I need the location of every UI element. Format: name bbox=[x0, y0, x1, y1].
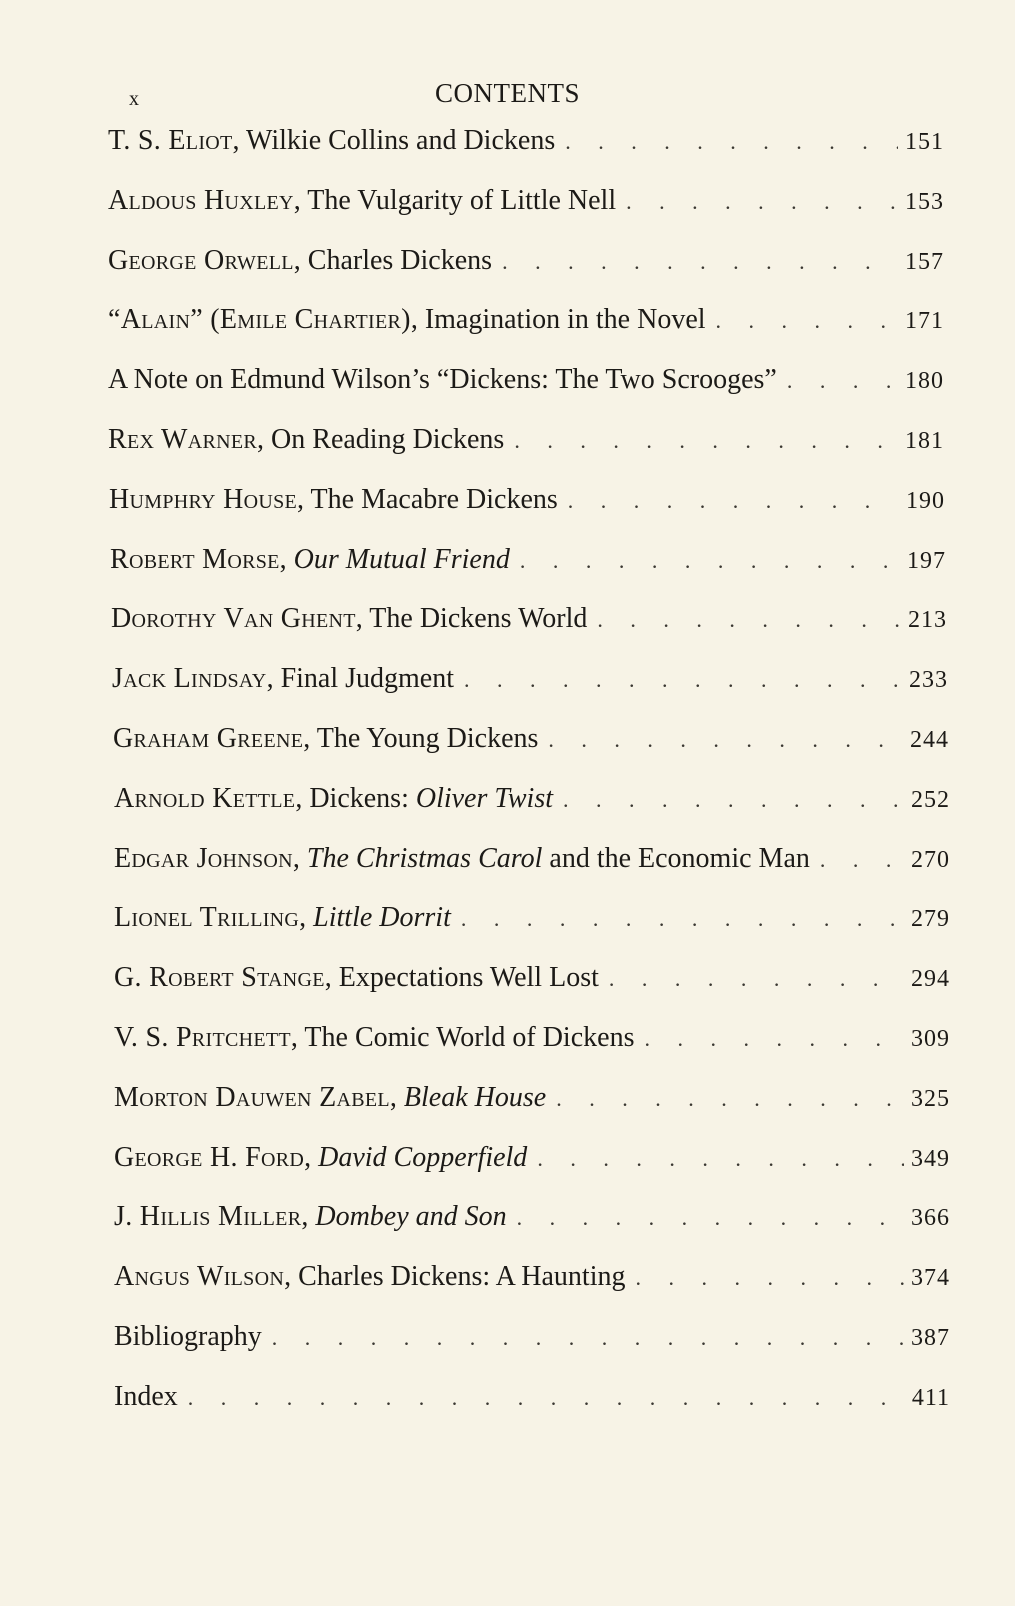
toc-entry-heading bbox=[114, 1142, 527, 1174]
entry-title-prefix: Dickens: bbox=[309, 782, 416, 814]
entry-separator: , bbox=[279, 543, 294, 575]
entry-page-number: 151 bbox=[905, 129, 944, 155]
entry-separator: , bbox=[257, 424, 272, 455]
toc-entry[interactable] bbox=[113, 723, 949, 767]
entry-title: Index bbox=[114, 1380, 178, 1412]
entry-separator: , bbox=[410, 304, 425, 336]
toc-entry[interactable] bbox=[114, 902, 950, 946]
entry-author: Lionel Trilling bbox=[114, 902, 300, 934]
entry-separator: , bbox=[324, 962, 339, 994]
entry-title: On Reading Dickens bbox=[271, 424, 505, 455]
entry-title: Final Judgment bbox=[280, 663, 455, 695]
dot-leader bbox=[597, 607, 901, 633]
toc-entry-heading bbox=[110, 544, 510, 576]
entry-title: Bleak House bbox=[403, 1081, 547, 1113]
dot-leader bbox=[626, 189, 898, 215]
toc-entry[interactable] bbox=[114, 843, 950, 887]
entry-author: Graham Greene bbox=[113, 723, 304, 754]
entry-title: Oliver Twist bbox=[415, 782, 553, 814]
running-head: CONTENTS bbox=[435, 78, 580, 108]
entry-page-number: 213 bbox=[908, 607, 947, 634]
entry-separator: , bbox=[295, 782, 310, 814]
toc-entry[interactable] bbox=[111, 603, 947, 647]
entry-author: T. S. Eliot bbox=[108, 125, 233, 156]
page-folio: x bbox=[129, 88, 140, 110]
entry-title-suffix: and the Economic Man bbox=[542, 842, 810, 874]
entry-separator: , bbox=[266, 663, 281, 695]
entry-separator: , bbox=[290, 1022, 305, 1053]
dot-leader bbox=[636, 1265, 905, 1291]
toc-entry-heading bbox=[114, 1261, 626, 1293]
toc-entry[interactable] bbox=[108, 304, 944, 348]
entry-separator: , bbox=[297, 483, 311, 515]
toc-entry[interactable] bbox=[112, 663, 948, 707]
toc-entry[interactable] bbox=[114, 1142, 950, 1186]
entry-page-number: 197 bbox=[907, 547, 946, 574]
entry-author: Humphry House bbox=[109, 483, 298, 515]
entry-title: Charles Dickens: A Haunting bbox=[298, 1261, 626, 1293]
entry-author: George H. Ford bbox=[114, 1141, 305, 1173]
dot-leader bbox=[563, 787, 904, 813]
entry-author: Arnold Kettle bbox=[114, 782, 296, 814]
entry-title: Charles Dickens bbox=[307, 244, 493, 276]
entry-page-number: 411 bbox=[911, 1384, 950, 1411]
entry-separator: , bbox=[299, 902, 314, 934]
toc-entry[interactable] bbox=[114, 1082, 950, 1126]
toc-entry-heading bbox=[108, 185, 616, 217]
entry-author: Morton Dauwen Zabel bbox=[114, 1081, 390, 1113]
toc-entry-heading bbox=[114, 1022, 634, 1054]
entry-page-number: 157 bbox=[905, 248, 944, 275]
dot-leader bbox=[502, 249, 898, 275]
entry-page-number: 279 bbox=[911, 906, 950, 933]
dot-leader bbox=[520, 548, 900, 574]
toc-entry[interactable] bbox=[108, 364, 944, 408]
entry-separator: , bbox=[389, 1081, 404, 1113]
toc-entry-heading bbox=[108, 245, 492, 277]
toc-entry-heading bbox=[114, 783, 553, 815]
toc-entry-heading bbox=[114, 843, 810, 875]
dot-leader bbox=[537, 1146, 904, 1172]
toc-entry[interactable] bbox=[114, 962, 950, 1006]
entry-separator: , bbox=[355, 603, 370, 635]
entry-author: Edgar Johnson bbox=[114, 842, 293, 874]
dot-leader bbox=[644, 1026, 904, 1052]
entry-page-number: 181 bbox=[905, 428, 944, 454]
entry-page-number: 180 bbox=[905, 368, 944, 395]
entry-title: Our Mutual Friend bbox=[293, 543, 510, 575]
entry-title: A Note on Edmund Wilson’s “Dickens: The Two Scrooges” bbox=[108, 364, 777, 396]
toc-entry-heading bbox=[111, 603, 587, 635]
entry-separator: , bbox=[293, 184, 308, 216]
entry-author: Robert Morse bbox=[110, 543, 280, 575]
entry-page-number: 366 bbox=[911, 1205, 950, 1232]
entry-title: The Macabre Dickens bbox=[310, 483, 558, 515]
entry-separator: , bbox=[284, 1261, 299, 1293]
entry-page-number: 294 bbox=[911, 966, 950, 993]
toc-entry-heading bbox=[109, 484, 558, 516]
entry-author: Aldous Huxley bbox=[108, 184, 294, 216]
entry-page-number: 349 bbox=[911, 1145, 950, 1172]
dot-leader bbox=[188, 1385, 904, 1411]
dot-leader bbox=[787, 368, 898, 394]
entry-separator: , bbox=[232, 125, 247, 156]
entry-page-number: 190 bbox=[906, 487, 945, 514]
toc-entry-heading bbox=[114, 962, 599, 994]
entry-page-number: 233 bbox=[909, 667, 948, 694]
entry-author: George Orwell bbox=[108, 244, 294, 276]
toc-entry-heading bbox=[108, 424, 504, 456]
entry-title: The Christmas Carol bbox=[306, 842, 543, 874]
dot-leader bbox=[716, 308, 898, 334]
toc-entry-heading bbox=[114, 1321, 262, 1353]
entry-page-number: 325 bbox=[911, 1085, 950, 1112]
entry-title: The Young Dickens bbox=[316, 723, 539, 754]
toc-entry-heading bbox=[114, 902, 451, 934]
entry-author: Dorothy Van Ghent bbox=[111, 603, 356, 635]
toc-entry[interactable] bbox=[108, 245, 944, 289]
toc-entry-heading bbox=[108, 364, 777, 396]
entry-title: Imagination in the Novel bbox=[424, 304, 706, 336]
entry-author: “Alain” (Emile Chartier) bbox=[108, 304, 411, 336]
entry-title: The Dickens World bbox=[369, 603, 588, 635]
page-header bbox=[0, 74, 1015, 114]
dot-leader bbox=[565, 129, 898, 155]
entry-author: Angus Wilson bbox=[114, 1261, 285, 1293]
dot-leader bbox=[514, 428, 898, 454]
toc-entry-heading bbox=[114, 1201, 507, 1233]
toc-entry[interactable] bbox=[114, 1261, 950, 1305]
entry-page-number: 387 bbox=[911, 1325, 950, 1351]
dot-leader bbox=[517, 1205, 904, 1231]
dot-leader bbox=[272, 1325, 904, 1351]
entry-page-number: 252 bbox=[911, 786, 950, 813]
toc-entry-heading bbox=[113, 723, 538, 755]
entry-title: Little Dorrit bbox=[313, 902, 451, 934]
toc-entry[interactable] bbox=[108, 125, 944, 169]
entry-title: Dombey and Son bbox=[315, 1201, 507, 1233]
dot-leader bbox=[464, 667, 902, 693]
entry-page-number: 171 bbox=[905, 308, 944, 335]
toc-entry[interactable] bbox=[108, 185, 944, 229]
toc-entry[interactable] bbox=[114, 1022, 950, 1066]
entry-author: Jack Lindsay bbox=[112, 663, 267, 695]
entry-page-number: 374 bbox=[911, 1265, 950, 1292]
entry-title: The Vulgarity of Little Nell bbox=[307, 184, 617, 216]
entry-page-number: 244 bbox=[910, 727, 949, 753]
dot-leader bbox=[548, 727, 903, 753]
entry-page-number: 309 bbox=[911, 1026, 950, 1052]
entry-page-number: 153 bbox=[905, 188, 944, 215]
toc-entry-heading bbox=[114, 1082, 546, 1114]
entry-author: Rex Warner bbox=[108, 424, 258, 455]
entry-author: J. Hillis Miller bbox=[114, 1201, 302, 1233]
entry-title: Bibliography bbox=[114, 1321, 262, 1352]
entry-separator: , bbox=[304, 1141, 319, 1173]
dot-leader bbox=[461, 906, 904, 932]
dot-leader bbox=[568, 488, 899, 514]
toc-entry[interactable] bbox=[110, 544, 946, 588]
entry-title: David Copperfield bbox=[318, 1141, 528, 1173]
entry-separator: , bbox=[292, 842, 307, 874]
toc-entry-heading bbox=[108, 304, 706, 336]
toc-entry-heading bbox=[112, 663, 454, 695]
entry-title: The Comic World of Dickens bbox=[304, 1022, 635, 1053]
dot-leader bbox=[820, 847, 904, 873]
toc-entry[interactable] bbox=[109, 484, 945, 528]
entry-title: Wilkie Collins and Dickens bbox=[246, 125, 556, 156]
entry-title: Expectations Well Lost bbox=[338, 962, 599, 994]
toc-entry[interactable] bbox=[114, 1381, 950, 1425]
entry-author: G. Robert Stange bbox=[114, 962, 325, 994]
toc-entry[interactable] bbox=[108, 424, 944, 468]
toc-entry-heading bbox=[114, 1381, 178, 1413]
entry-author: V. S. Pritchett bbox=[114, 1022, 291, 1053]
toc-entry[interactable] bbox=[114, 1201, 950, 1245]
toc-entry-heading bbox=[108, 125, 555, 157]
entry-page-number: 270 bbox=[911, 846, 950, 873]
dot-leader bbox=[609, 966, 904, 992]
toc-entry[interactable] bbox=[114, 783, 950, 827]
toc-entry[interactable] bbox=[114, 1321, 950, 1365]
entry-separator: , bbox=[301, 1201, 316, 1233]
entry-separator: , bbox=[303, 723, 317, 754]
dot-leader bbox=[556, 1086, 904, 1112]
entry-separator: , bbox=[293, 244, 308, 276]
